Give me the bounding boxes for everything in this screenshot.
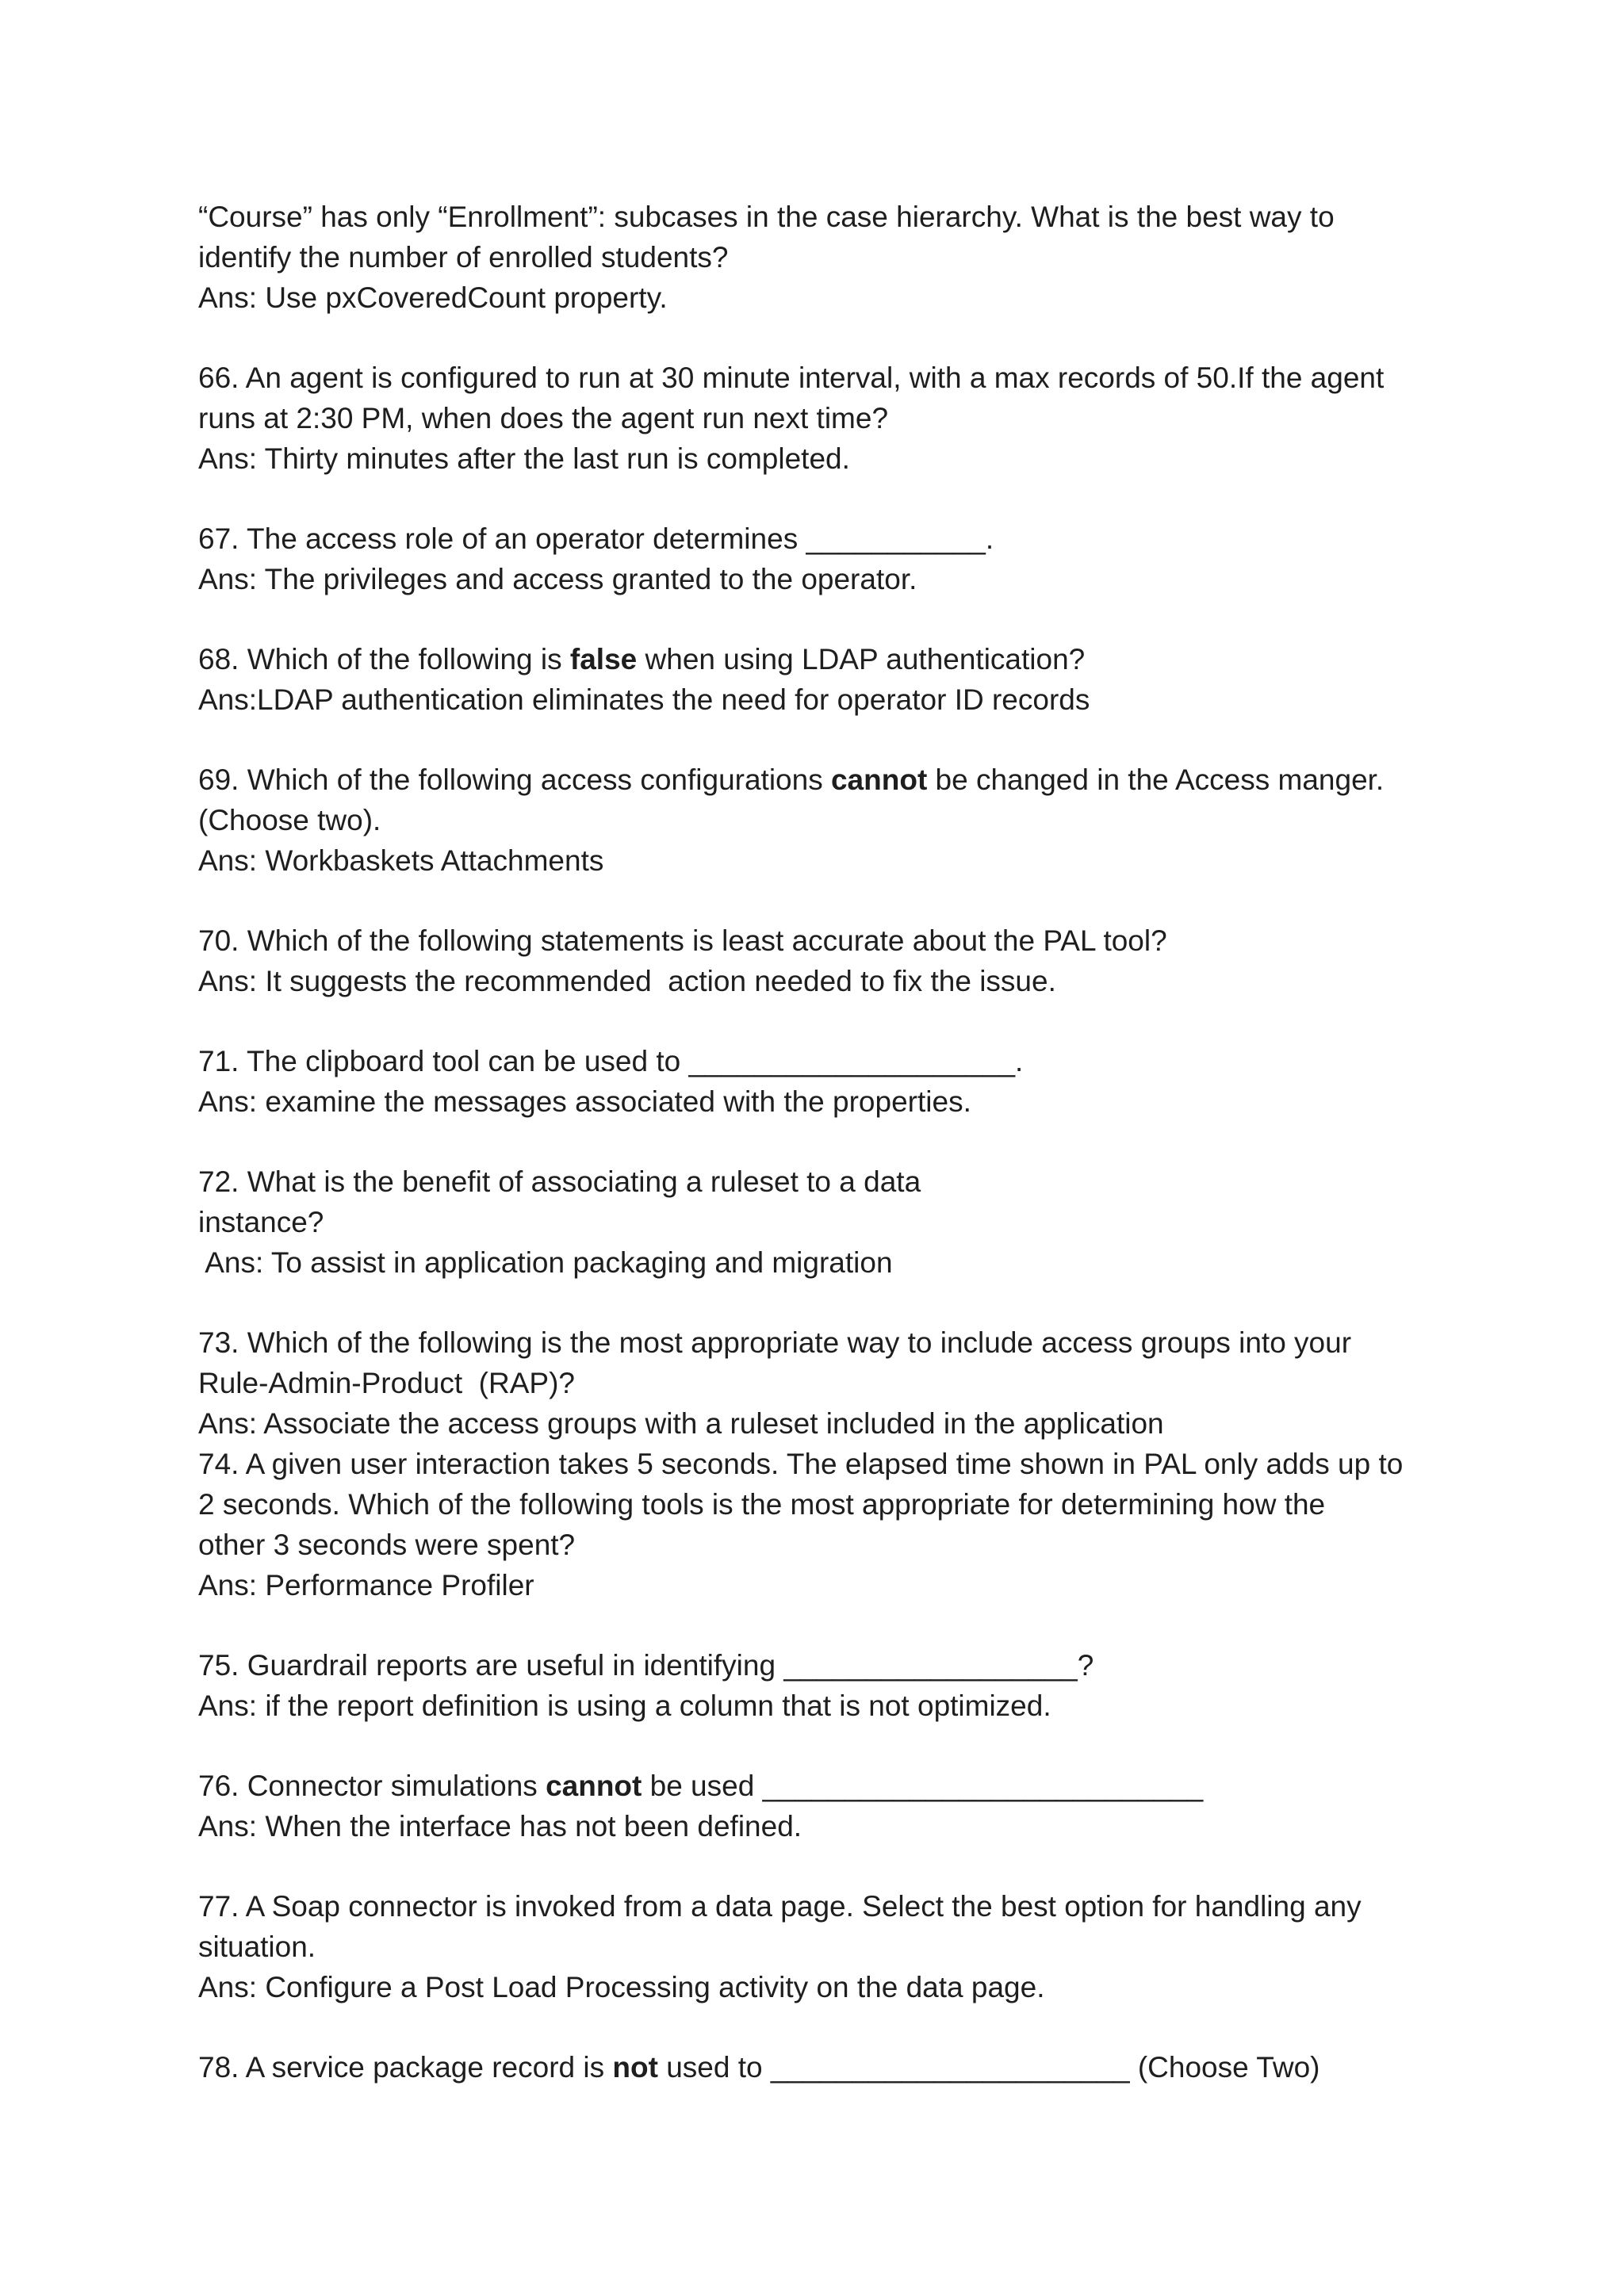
- question-line: 76. Connector simulations cannot be used ___________________________: [198, 1770, 1204, 1802]
- question-line: 75. Guardrail reports are useful in identifying __________________?: [198, 1649, 1094, 1682]
- spacer: [198, 1001, 1451, 1041]
- spacer: [198, 599, 1451, 639]
- spacer: [198, 1846, 1451, 1886]
- document-page: [198, 197, 1451, 2087]
- question-line: 68. Which of the following is false when using LDAP authentication?: [198, 643, 1086, 675]
- answer-line: Ans: Associate the access groups with a ruleset included in the application: [198, 1407, 1164, 1440]
- spacer: [198, 1283, 1451, 1322]
- qa-item-70: [198, 920, 1451, 1001]
- emphasis-text: cannot: [830, 763, 928, 796]
- answer-line: Ans: The privileges and access granted to the operator.: [198, 563, 917, 595]
- spacer: [198, 479, 1451, 519]
- qa-item-74: [198, 1444, 1451, 1605]
- question-line: other 3 seconds were spent?: [198, 1529, 576, 1561]
- qa-item-67: [198, 519, 1451, 599]
- emphasis-text: not: [612, 2051, 658, 2084]
- answer-line: Ans: Use pxCoveredCount property.: [198, 281, 668, 314]
- answer-line: Ans:LDAP authentication eliminates the need for operator ID records: [198, 683, 1090, 716]
- answer-line: Ans: When the interface has not been defined.: [198, 1810, 802, 1843]
- spacer: [198, 2007, 1451, 2047]
- spacer: [198, 881, 1451, 920]
- question-line: Rule-Admin-Product (RAP)?: [198, 1367, 575, 1399]
- question-line: 70. Which of the following statements is least accurate about the PAL tool?: [198, 924, 1167, 957]
- answer-line: Ans: if the report definition is using a column that is not optimized.: [198, 1689, 1051, 1722]
- question-line: identify the number of enrolled students?: [198, 241, 729, 274]
- question-line: 66. An agent is configured to run at 30 minute interval, with a max records of 50.If the agent: [198, 362, 1385, 394]
- question-line: 2 seconds. Which of the following tools is the most appropriate for determining how the: [198, 1488, 1326, 1521]
- emphasis-text: false: [569, 643, 638, 675]
- qa-item-75: [198, 1645, 1451, 1726]
- qa-item-69: [198, 760, 1451, 881]
- answer-line: Ans: It suggests the recommended action needed to fix the issue.: [198, 965, 1056, 997]
- answer-line: Ans: Performance Profiler: [198, 1569, 534, 1601]
- answer-line: Ans: To assist in application packaging and migration: [198, 1246, 893, 1279]
- qa-item-65: [198, 197, 1451, 318]
- qa-item-78: [198, 2047, 1451, 2087]
- question-line: 73. Which of the following is the most appropriate way to include access groups into your: [198, 1326, 1352, 1359]
- spacer: [198, 1605, 1451, 1645]
- qa-item-71: [198, 1041, 1451, 1122]
- qa-item-68: [198, 639, 1451, 720]
- spacer: [198, 318, 1451, 358]
- answer-line: Ans: examine the messages associated with the properties.: [198, 1085, 971, 1118]
- question-line: 74. A given user interaction takes 5 seconds. The elapsed time shown in PAL only adds up to: [198, 1448, 1404, 1480]
- question-line: 78. A service package record is not used to ______________________ (Choose Two): [198, 2051, 1320, 2084]
- qa-item-77: [198, 1886, 1451, 2007]
- qa-item-72: [198, 1161, 1451, 1283]
- answer-line: Ans: Workbaskets Attachments: [198, 844, 604, 877]
- answer-line: Ans: Thirty minutes after the last run is completed.: [198, 442, 850, 475]
- qa-item-76: [198, 1766, 1451, 1846]
- answer-line: Ans: Configure a Post Load Processing activity on the data page.: [198, 1971, 1045, 2003]
- question-line: (Choose two).: [198, 804, 381, 836]
- question-line: 69. Which of the following access configurations cannot be changed in the Access manger.: [198, 763, 1385, 796]
- question-line: situation.: [198, 1931, 316, 1963]
- spacer: [198, 1726, 1451, 1766]
- question-line: instance?: [198, 1206, 324, 1238]
- emphasis-text: cannot: [546, 1770, 642, 1802]
- question-line: 67. The access role of an operator determines ___________.: [198, 522, 994, 555]
- qa-item-66: [198, 358, 1451, 479]
- question-line: 71. The clipboard tool can be used to ____________________.: [198, 1045, 1024, 1077]
- spacer: [198, 1122, 1451, 1161]
- question-line: 77. A Soap connector is invoked from a data page. Select the best option for handling any: [198, 1890, 1362, 1923]
- spacer: [198, 720, 1451, 760]
- question-line: 72. What is the benefit of associating a ruleset to a data: [198, 1165, 921, 1198]
- question-line: “Course” has only “Enrollment”: subcases in the case hierarchy. What is the best way to: [198, 201, 1335, 233]
- question-line: runs at 2:30 PM, when does the agent run next time?: [198, 402, 889, 434]
- qa-item-73: [198, 1322, 1451, 1444]
